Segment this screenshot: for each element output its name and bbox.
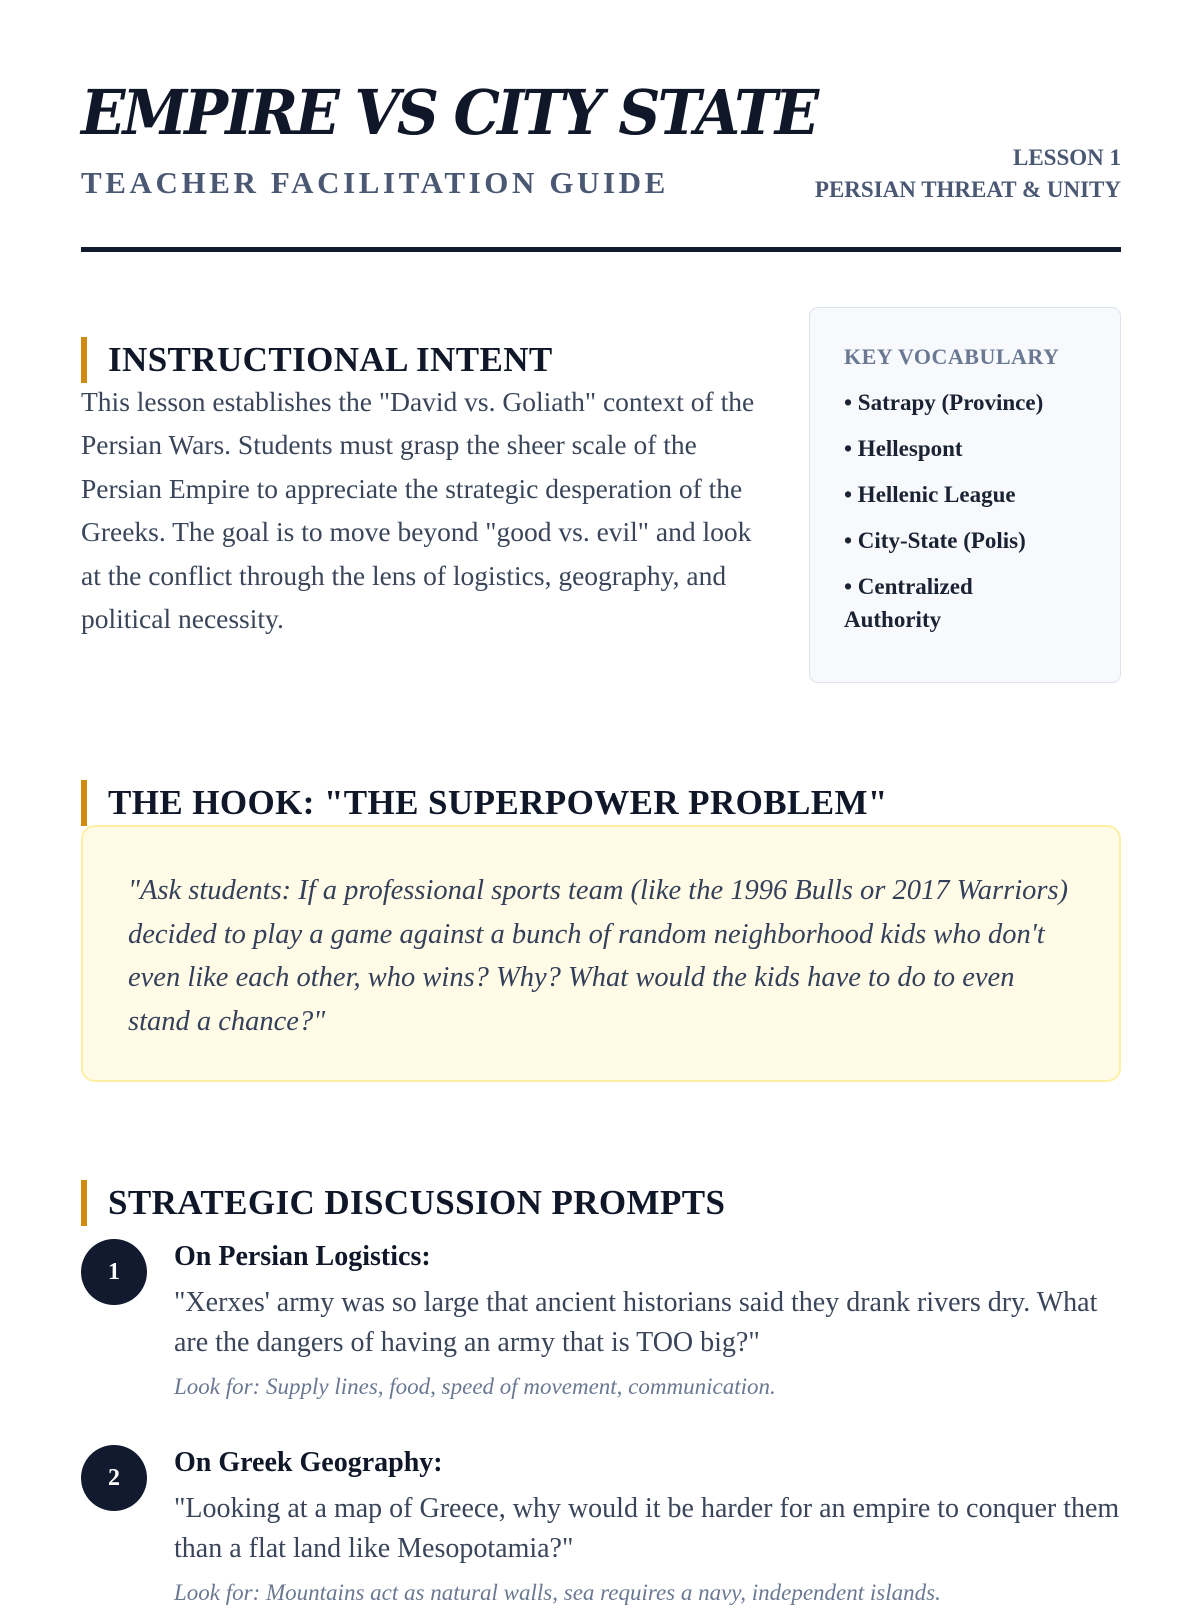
discussion-prompts-heading: STRATEGIC DISCUSSION PROMPTS bbox=[81, 1180, 725, 1226]
instructional-intent-body: This lesson establishes the "David vs. Goliath" context of the Persian Wars. Students must grasp the sheer scale of the Persian Empire to appreciate the strategic desperation of the Greeks. The goal is to move beyond "good vs. evil" and look at the conflict through the lens of logistics, geography, and political necessity. bbox=[81, 386, 755, 635]
prompt-question: "Xerxes' army was so large that ancient historians said they drank rivers dry. What are the dangers of having an army that is TOO big?" bbox=[174, 1287, 1098, 1358]
discussion-prompt bbox=[81, 1239, 1121, 1409]
key-vocabulary-box bbox=[809, 307, 1121, 683]
lesson-topic: PERSIAN THREAT & UNITY bbox=[814, 177, 1121, 202]
prompt-look-for: Look for: Supply lines, food, speed of movement, communication. bbox=[174, 1374, 776, 1399]
vocab-item: • Centralized Authority bbox=[844, 574, 973, 632]
vocab-item: • Hellespont bbox=[844, 436, 963, 461]
lesson-number: LESSON 1 bbox=[1012, 145, 1121, 170]
hook-callout bbox=[81, 825, 1121, 1082]
page-header bbox=[81, 0, 1121, 252]
prompt-question: "Looking at a map of Greece, why would it be harder for an empire to conquer them than a flat land like Mesopotamia?" bbox=[174, 1493, 1120, 1564]
lesson-meta bbox=[815, 143, 1121, 207]
prompt-number-badge: 2 bbox=[81, 1445, 147, 1511]
key-vocabulary-title: KEY VOCABULARY bbox=[844, 344, 1060, 369]
prompt-label: On Persian Logistics: bbox=[174, 1241, 431, 1272]
vocab-item: • Hellenic League bbox=[844, 482, 1016, 507]
prompt-label: On Greek Geography: bbox=[174, 1447, 443, 1478]
facilitation-guide-page bbox=[81, 0, 1121, 1605]
vocab-item: • City-State (Polis) bbox=[844, 528, 1026, 553]
instructional-intent-heading: INSTRUCTIONAL INTENT bbox=[81, 337, 553, 383]
prompt-look-for: Look for: Mountains act as natural walls, sea requires a navy, independent islands. bbox=[174, 1580, 941, 1605]
document-title: EMPIRE VS CITY STATE bbox=[81, 76, 817, 149]
hook-quote: "Ask students: If a professional sports team (like the 1996 Bulls or 2017 Warriors) decided to play a game against a bunch of random neighborhood kids who don't even like each other, who wins? Why? What would the kids have to do to even stand a chance?" bbox=[128, 875, 1069, 1037]
vocab-item: • Satrapy (Province) bbox=[844, 390, 1044, 415]
document-subtitle: TEACHER FACILITATION GUIDE bbox=[81, 165, 669, 200]
prompt-number-badge: 1 bbox=[81, 1239, 147, 1305]
hook-heading: THE HOOK: "THE SUPERPOWER PROBLEM" bbox=[81, 780, 888, 826]
discussion-prompt bbox=[81, 1445, 1121, 1605]
